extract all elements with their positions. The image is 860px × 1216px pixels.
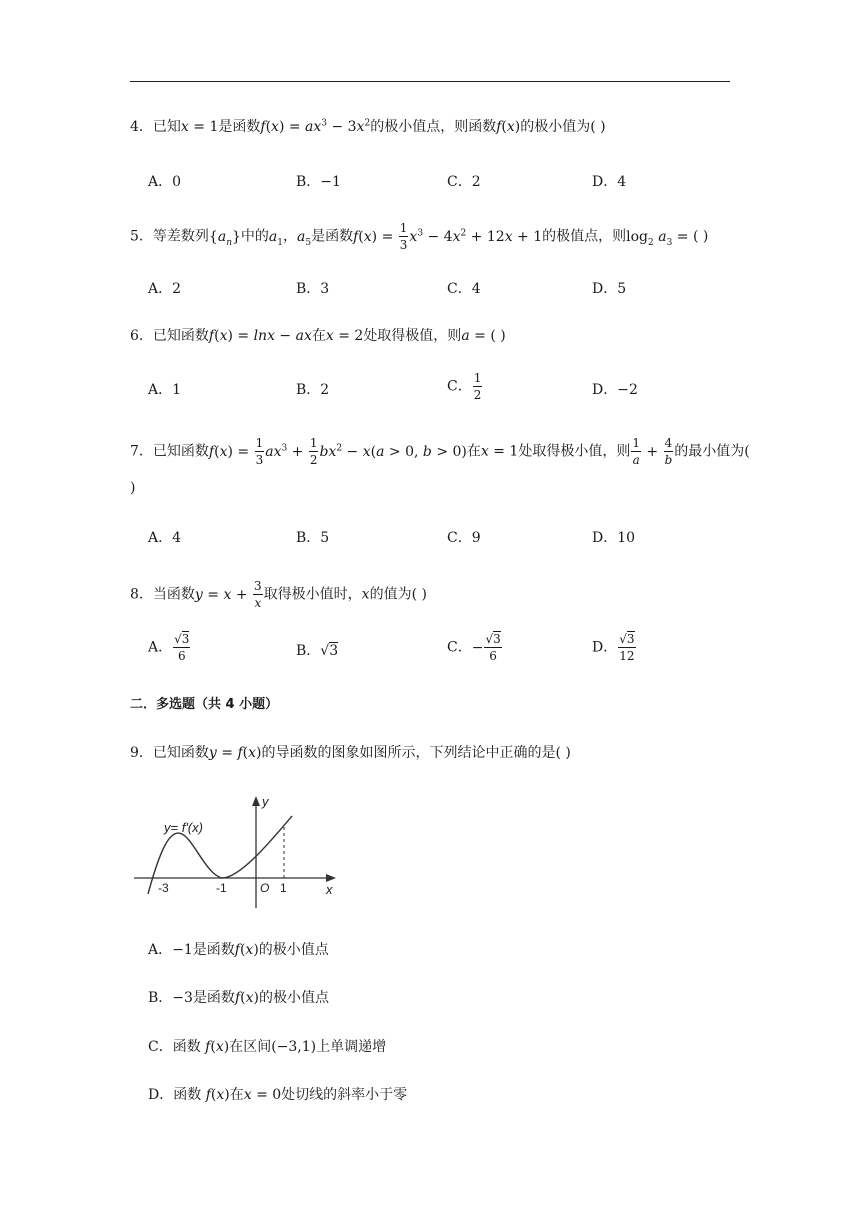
math-expr: y = x + $\frac{3}{x}$ xyxy=(194,579,262,610)
option-d[interactable]: D．4 xyxy=(592,174,627,190)
derivative-graph xyxy=(130,790,342,910)
math-expr: − $\frac{√3}{6}$ xyxy=(471,632,501,663)
option-c[interactable]: C．2 xyxy=(447,174,481,190)
math-expr: f(x) xyxy=(234,942,259,958)
question-8: 8．当函数y = x + $\frac{3}{x}$ 取得极小值时，x的值为( ) xyxy=(130,579,427,610)
x-axis-arrow xyxy=(326,874,336,882)
math-expr: f(x) xyxy=(496,119,521,135)
option-c[interactable]: C．4 xyxy=(447,281,481,297)
question-number: 4． xyxy=(130,119,153,135)
math-expr: y = f(x) xyxy=(208,745,262,761)
option-b[interactable]: B．2 xyxy=(296,382,330,398)
option-d[interactable]: D． $\frac{√3}{12}$ xyxy=(592,632,635,663)
option-c[interactable]: C．9 xyxy=(447,530,481,546)
question-6: 6．已知函数f(x) = lnx − ax在x = 2处取得极值，则a = ( ) xyxy=(130,328,506,344)
math-expr: f(x) = $\frac{1}{3}$ $x^3 - 4x^2 + 12x + 1$ xyxy=(353,221,543,252)
math-expr: $\frac{1}{a}$ + $\frac{4}{b}$ xyxy=(632,436,673,467)
tick-label: -3 xyxy=(158,881,169,895)
tick-label: 1 xyxy=(280,881,287,895)
option-a[interactable]: A．1 xyxy=(148,382,182,398)
math-expr: x = 1 xyxy=(480,443,519,460)
math-expr: $\frac{1}{2}$ xyxy=(473,371,482,402)
question-7-continuation: ) xyxy=(130,480,136,496)
option-c[interactable]: C．− $\frac{√3}{6}$ xyxy=(447,632,501,663)
option-b[interactable]: B．√3 xyxy=(296,643,339,659)
y-axis-label: y xyxy=(262,794,269,809)
math-expr: $\{a_n\}$ xyxy=(208,228,241,248)
header-rule xyxy=(130,81,730,82)
math-expr: $\frac{√3}{12}$ xyxy=(619,632,635,663)
y-axis-arrow xyxy=(252,796,260,806)
option-d[interactable]: D．10 xyxy=(592,530,636,546)
option-a[interactable]: A．2 xyxy=(148,281,182,297)
math-expr: f(x) xyxy=(205,1087,230,1103)
math-expr: (−3,1) xyxy=(271,1039,317,1055)
math-expr: −3 xyxy=(172,990,193,1006)
math-expr: f(x) = $\frac{1}{3}$ $ax^3$ + $\frac{1}{2}$ $bx^2 - x(a > 0$, b > 0) xyxy=(208,436,467,467)
math-expr: f(x) xyxy=(205,1039,230,1055)
math-expr: $\frac{√3}{6}$ xyxy=(174,632,190,663)
option-b[interactable]: B．−1 xyxy=(296,174,341,190)
option-a[interactable]: A． $\frac{√3}{6}$ xyxy=(148,632,190,663)
option-a[interactable]: A．0 xyxy=(148,174,182,190)
option-b[interactable]: B．−3是函数f(x)的极小值点 xyxy=(148,990,329,1006)
question-9: 9．已知函数y = f(x)的导函数的图象如图所示，下列结论中正确的是( ) xyxy=(130,745,571,761)
math-expr: f(x) xyxy=(234,990,259,1006)
option-d[interactable]: D．函数 f(x)在x = 0处切线的斜率小于零 xyxy=(148,1087,408,1103)
option-a[interactable]: A．−1是函数f(x)的极小值点 xyxy=(148,942,329,958)
origin-label: O xyxy=(260,881,270,895)
tick-label: -1 xyxy=(216,881,227,895)
option-b[interactable]: B．3 xyxy=(296,281,330,297)
math-expr: x xyxy=(361,586,370,603)
math-expr: $f(x) = ax^3 - 3x^2$ xyxy=(260,118,371,135)
math-expr: −1 xyxy=(172,942,193,958)
question-7: 7．已知函数f(x) = $\frac{1}{3}$ $ax^3$ + $\frac{1}{2}$ $bx^2 - x(a > 0$, b > 0)在x = 1处取得极小值，则 $\frac{1}{a}$ + $\frac{4}{b}$ 的最小值为( xyxy=(130,436,750,467)
option-c[interactable]: C． $\frac{1}{2}$ xyxy=(447,371,482,402)
math-expr: $\log_2 a_3$ = xyxy=(626,228,693,248)
math-expr: x = 2 xyxy=(325,328,364,344)
math-expr: √3 xyxy=(320,643,339,659)
math-expr: $a_5$ xyxy=(297,228,312,248)
math-expr: x xyxy=(180,119,189,135)
option-d[interactable]: D．−2 xyxy=(592,382,638,398)
x-axis-label: x xyxy=(326,882,333,897)
option-d[interactable]: D．5 xyxy=(592,281,627,297)
math-expr: f(x) = lnx − ax xyxy=(208,328,312,344)
math-expr: x = 0 xyxy=(243,1087,282,1103)
question-5: 5．等差数列$\{a_n\}$中的$a_1$，$a_5$是函数f(x) = $\frac{1}{3}$ $x^3 - 4x^2 + 12x + 1$的极值点，则$\log_2 a_3$ = ( ) xyxy=(130,221,709,252)
math-expr: a = xyxy=(461,328,491,344)
option-b[interactable]: B．5 xyxy=(296,530,330,546)
question-4: 4．已知x = 1是函数$f(x) = ax^3 - 3x^2$的极小值点，则函数f(x)的极小值为( ) xyxy=(130,118,606,135)
section-title: 二．多选题（共 4 小题） xyxy=(130,697,279,712)
math-expr: $a_1$ xyxy=(268,228,284,248)
curve-label: y= f'(x) xyxy=(164,820,203,835)
option-a[interactable]: A．4 xyxy=(148,530,182,546)
option-c[interactable]: C．函数 f(x)在区间(−3,1)上单调递增 xyxy=(148,1039,387,1055)
